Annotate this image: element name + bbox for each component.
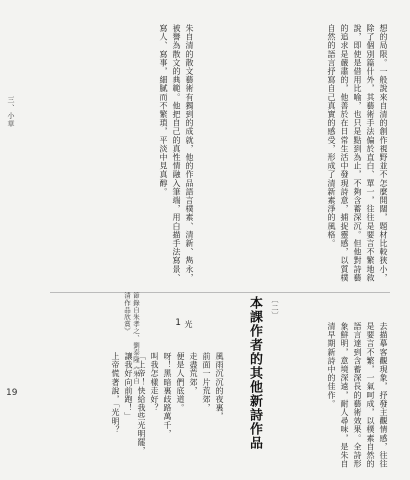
- body-text-left: 朱自清的散文藝術有獨到的成就，他的作品語言樸素、清新、雋永，被譽為散文的典範。他把自己的真性情融入筆端，用白描手法寫景、寫人、寫事，細膩而不繁瑣，平淡中見真醇。: [159, 24, 194, 282]
- section-tag: 〔二〕: [271, 296, 279, 319]
- running-head: 三、小草: [7, 96, 15, 128]
- page-number: 19: [6, 388, 18, 398]
- source-caption: 節錄自朱孝之、劉泰隆《朱自清作品欣賞》: [123, 292, 140, 385]
- poem-number: 1: [175, 318, 181, 328]
- divider: [50, 292, 390, 293]
- poem-title: 光: [184, 320, 193, 328]
- section-heading: 本課作者的其他新詩作品: [247, 296, 262, 450]
- poem-body: 風雨沉沉的夜裏， 前面一片荒郊， 走盡荒郊， 便是人們底道。 呀！黑暗裏歧路萬千， 叫我怎樣走好？ 「上帝！快給我些光明罷， 讓我好向前跑！」 上帝慌著說，「光明？: [111, 352, 224, 456]
- bottom-text: 去描摹客觀現象，抒發主觀情感，往往是要言不繁，一氣呵成，以樸素自然的語言達到含蓄深長的藝術效果。全詩形象鮮明，意境深遠，耐人尋味，是朱自清早期新詩中的佳作。: [327, 322, 388, 469]
- body-text-right: 想的局限。一般說來自清的創作視野並不怎麼開闊，題材比較狹小，除了個別篇什外，其藝術手法偏於直白、單一，往往是要言不繁地敘說，即使是借用比喻，也只是點到為止，不夠含蓄深沉。但他對詩藝的追求是嚴肅的，他善於在日常生活中發現詩意，捕捉靈感，以質樸自然的語言抒寫自己真實的感受，形成了清新素淨的風格。: [327, 24, 388, 282]
